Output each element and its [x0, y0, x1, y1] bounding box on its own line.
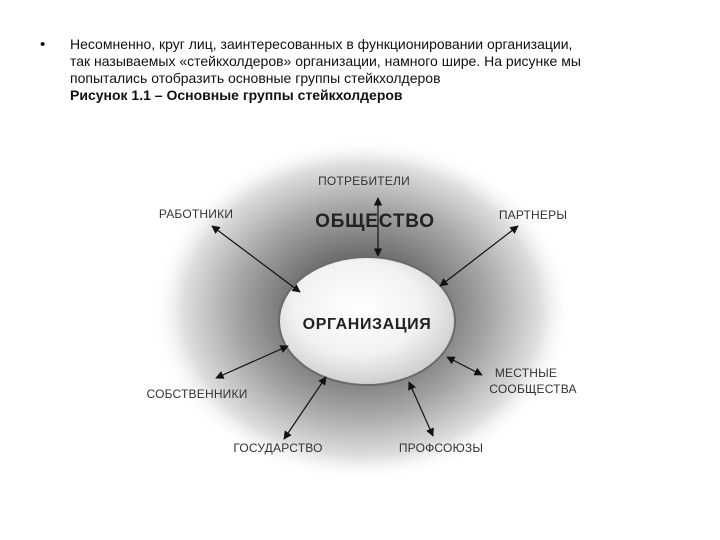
society-label: ОБЩЕСТВО	[315, 211, 435, 232]
organization-label: ОРГАНИЗАЦИЯ	[302, 316, 432, 333]
paragraph-line: попытались отобразить основные группы стейкхолдеров	[70, 70, 441, 86]
label-local-communities-line2: СООБЩЕСТВА	[489, 382, 577, 396]
label-partners: ПАРТНЕРЫ	[498, 208, 568, 222]
label-state: ГОСУДАРСТВО	[233, 441, 323, 455]
label-owners: СОБСТВЕННИКИ	[146, 387, 248, 401]
label-unions: ПРОФСОЮЗЫ	[398, 441, 484, 455]
paragraph-line: Несомненно, круг лиц, заинтересованных в функционировании организации,	[70, 36, 573, 52]
label-workers: РАБОТНИКИ	[158, 207, 234, 221]
figure-caption: Рисунок 1.1 – Основные группы стейкхолдеров	[70, 87, 403, 103]
paragraph-line: так называемых «стейкхолдеров» организации, намного шире. На рисунке мы	[70, 53, 581, 69]
label-consumers: ПОТРЕБИТЕЛИ	[318, 174, 410, 188]
label-local-communities-line1: МЕСТНЫЕ	[494, 366, 558, 380]
bullet-marker: •	[40, 36, 46, 53]
